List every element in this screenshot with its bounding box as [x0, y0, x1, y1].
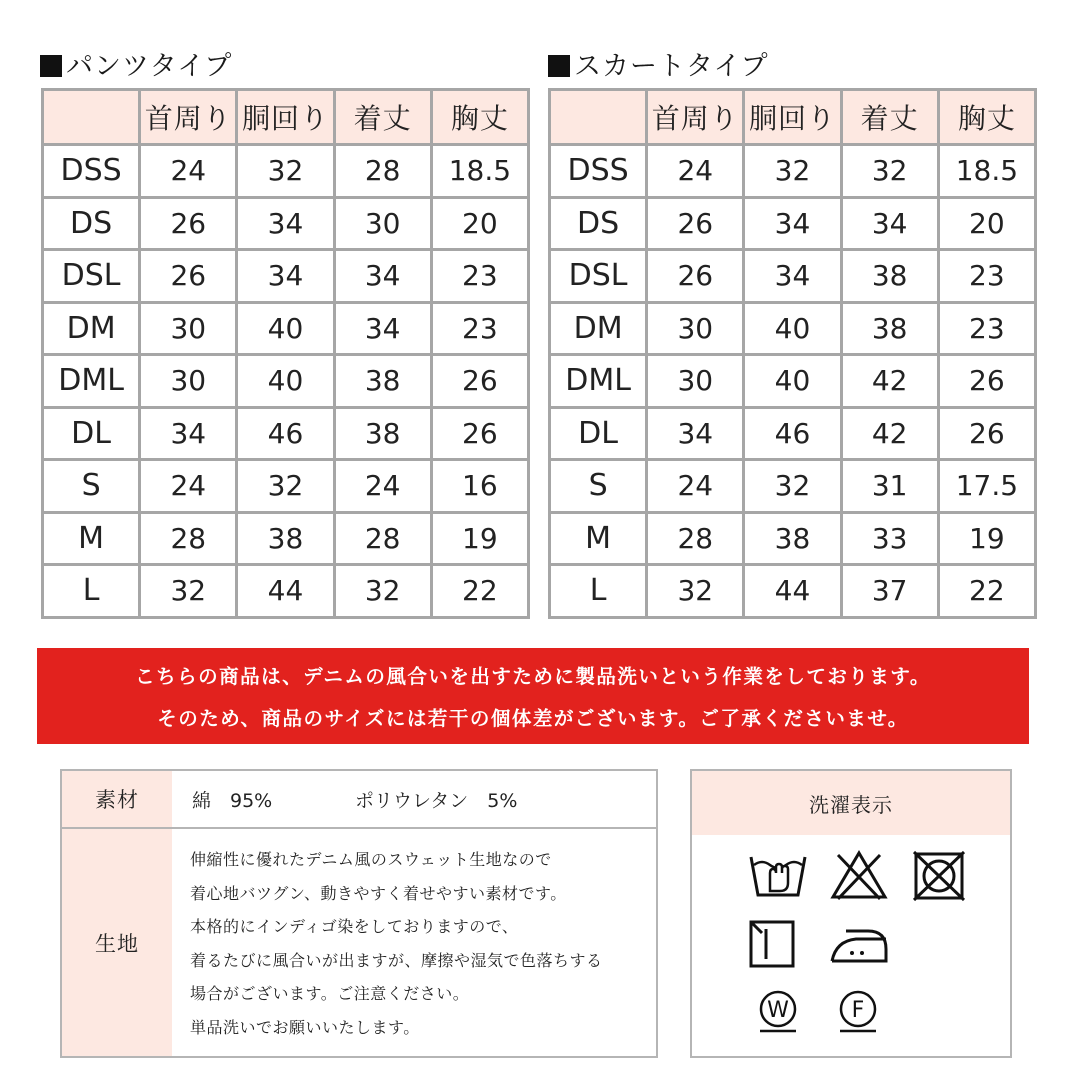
column-header: 首周り — [141, 91, 238, 146]
fabric-line: 本格的にインディゴ染をしておりますので、 — [190, 917, 519, 936]
measurement-cell: 46 — [238, 409, 335, 462]
dry-clean-f-icon — [836, 989, 880, 1033]
size-label: DML — [551, 356, 648, 409]
measurement-cell: 40 — [745, 356, 842, 409]
table-row — [44, 514, 527, 567]
size-label: L — [44, 566, 141, 616]
measurement-cell: 42 — [843, 409, 940, 462]
measurement-cell: 34 — [745, 199, 842, 252]
size-label: DM — [551, 304, 648, 357]
dry-clean-letter: F — [851, 998, 865, 1023]
measurement-cell: 34 — [238, 251, 335, 304]
measurement-cell: 40 — [238, 304, 335, 357]
size-label: L — [551, 566, 648, 616]
measurement-cell: 30 — [141, 304, 238, 357]
size-label: DS — [551, 199, 648, 252]
measurement-cell: 19 — [433, 514, 527, 567]
size-label: DL — [44, 409, 141, 462]
measurement-cell: 40 — [238, 356, 335, 409]
table-row — [551, 514, 1034, 567]
size-label: S — [551, 461, 648, 514]
measurement-cell: 23 — [433, 251, 527, 304]
measurement-cell: 32 — [336, 566, 433, 616]
measurement-cell: 24 — [141, 146, 238, 199]
measurement-cell: 24 — [141, 461, 238, 514]
measurement-cell: 34 — [745, 251, 842, 304]
measurement-cell: 30 — [648, 304, 745, 357]
notice-line-1: こちらの商品は、デニムの風合いを出すために製品洗いという作業をしております。 — [135, 665, 931, 688]
measurement-cell: 20 — [940, 199, 1034, 252]
column-header: 胴回り — [745, 91, 842, 146]
table-row — [551, 304, 1034, 357]
measurement-cell: 28 — [336, 514, 433, 567]
table-row — [551, 146, 1034, 199]
table-row — [44, 461, 527, 514]
care-label-box — [690, 769, 1012, 1058]
measurement-cell: 22 — [940, 566, 1034, 616]
table-row — [551, 356, 1034, 409]
measurement-cell: 38 — [843, 251, 940, 304]
fabric-line: 伸縮性に優れたデニム風のスウェット生地なので — [190, 850, 552, 869]
material-label: 素材 — [62, 771, 172, 827]
column-header: 着丈 — [336, 91, 433, 146]
hand-wash-icon — [748, 851, 808, 899]
skirt-section-title: スカートタイプ — [548, 44, 769, 83]
measurement-cell: 26 — [141, 251, 238, 304]
table-row — [44, 566, 527, 616]
size-label: M — [551, 514, 648, 567]
table-row — [44, 199, 527, 252]
measurement-cell: 26 — [433, 409, 527, 462]
measurement-cell: 42 — [843, 356, 940, 409]
measurement-cell: 38 — [336, 356, 433, 409]
skirt-size-table — [548, 88, 1037, 619]
measurement-cell: 32 — [141, 566, 238, 616]
table-row — [44, 409, 527, 462]
table-row — [551, 199, 1034, 252]
material-cotton: 綿 95% — [192, 789, 273, 812]
measurement-cell: 34 — [336, 251, 433, 304]
fabric-row — [62, 829, 656, 1056]
measurement-cell: 38 — [843, 304, 940, 357]
measurement-cell: 16 — [433, 461, 527, 514]
column-header: 胴回り — [238, 91, 335, 146]
column-header: 胸丈 — [940, 91, 1034, 146]
header-corner — [44, 91, 141, 146]
measurement-cell: 46 — [745, 409, 842, 462]
fabric-label: 生地 — [62, 829, 172, 1056]
size-label: DSS — [44, 146, 141, 199]
column-header: 胸丈 — [433, 91, 527, 146]
care-title: 洗濯表示 — [692, 771, 1010, 835]
measurement-cell: 31 — [843, 461, 940, 514]
material-polyurethane: ポリウレタン 5% — [355, 789, 518, 812]
fabric-line: 場合がございます。ご注意ください。 — [190, 984, 470, 1003]
fabric-line: 着るたびに風合いが出ますが、摩擦や湿気で色落ちする — [190, 950, 603, 970]
wet-clean-icon — [756, 989, 800, 1033]
fabric-line: 着心地バツグン、動きやすく着せやすい素材です。 — [190, 883, 567, 903]
measurement-cell: 34 — [238, 199, 335, 252]
measurement-cell: 37 — [843, 566, 940, 616]
measurement-cell: 32 — [745, 146, 842, 199]
measurement-cell: 32 — [745, 461, 842, 514]
table-header-row — [44, 91, 527, 146]
size-label: DS — [44, 199, 141, 252]
measurement-cell: 26 — [648, 199, 745, 252]
table-row — [44, 356, 527, 409]
pants-size-table — [41, 88, 530, 619]
measurement-cell: 32 — [843, 146, 940, 199]
pants-section-title: パンツタイプ — [40, 44, 232, 83]
measurement-cell: 19 — [940, 514, 1034, 567]
measurement-cell: 38 — [336, 409, 433, 462]
table-row — [44, 251, 527, 304]
size-label: S — [44, 461, 141, 514]
measurement-cell: 38 — [238, 514, 335, 567]
measurement-cell: 38 — [745, 514, 842, 567]
measurement-cell: 34 — [648, 409, 745, 462]
measurement-cell: 32 — [648, 566, 745, 616]
measurement-cell: 26 — [141, 199, 238, 252]
size-label: DL — [551, 409, 648, 462]
measurement-cell: 20 — [433, 199, 527, 252]
line-dry-shade-icon — [748, 919, 796, 969]
material-info-box — [60, 769, 658, 1058]
wet-clean-letter: W — [767, 998, 789, 1023]
table-header-row — [551, 91, 1034, 146]
table-row — [44, 304, 527, 357]
measurement-cell: 23 — [940, 304, 1034, 357]
table-row — [551, 251, 1034, 304]
material-row — [62, 771, 656, 829]
measurement-cell: 24 — [648, 461, 745, 514]
measurement-cell: 34 — [141, 409, 238, 462]
measurement-cell: 30 — [336, 199, 433, 252]
measurement-cell: 23 — [940, 251, 1034, 304]
measurement-cell: 32 — [238, 461, 335, 514]
square-bullet-icon — [548, 55, 570, 77]
size-label: DML — [44, 356, 141, 409]
no-bleach-icon — [830, 849, 888, 901]
table-row — [551, 566, 1034, 616]
measurement-cell: 28 — [336, 146, 433, 199]
table-row — [551, 409, 1034, 462]
size-label: DM — [44, 304, 141, 357]
measurement-cell: 24 — [648, 146, 745, 199]
notice-line-2: そのため、商品のサイズには若干の個体差がございます。ご了承くださいませ。 — [157, 707, 909, 730]
measurement-cell: 44 — [745, 566, 842, 616]
measurement-cell: 22 — [433, 566, 527, 616]
table-row — [44, 146, 527, 199]
measurement-cell: 24 — [336, 461, 433, 514]
measurement-cell: 17.5 — [940, 461, 1034, 514]
measurement-cell: 28 — [648, 514, 745, 567]
measurement-cell: 32 — [238, 146, 335, 199]
measurement-cell: 44 — [238, 566, 335, 616]
measurement-cell: 34 — [336, 304, 433, 357]
table-row — [551, 461, 1034, 514]
iron-medium-icon — [828, 923, 890, 967]
fabric-line: 単品洗いでお願いいたします。 — [190, 1017, 420, 1037]
size-label: DSL — [551, 251, 648, 304]
measurement-cell: 26 — [433, 356, 527, 409]
measurement-cell: 18.5 — [940, 146, 1034, 199]
fabric-description — [190, 843, 603, 1044]
size-label: M — [44, 514, 141, 567]
notice-banner — [37, 648, 1029, 744]
measurement-cell: 34 — [843, 199, 940, 252]
size-label: DSL — [44, 251, 141, 304]
header-corner — [551, 91, 648, 146]
size-label: DSS — [551, 146, 648, 199]
column-header: 首周り — [648, 91, 745, 146]
no-tumble-dry-icon — [911, 849, 967, 903]
column-header: 着丈 — [843, 91, 940, 146]
measurement-cell: 30 — [648, 356, 745, 409]
measurement-cell: 23 — [433, 304, 527, 357]
square-bullet-icon — [40, 55, 62, 77]
measurement-cell: 30 — [141, 356, 238, 409]
measurement-cell: 28 — [141, 514, 238, 567]
measurement-cell: 18.5 — [433, 146, 527, 199]
measurement-cell: 26 — [940, 409, 1034, 462]
measurement-cell: 26 — [648, 251, 745, 304]
measurement-cell: 40 — [745, 304, 842, 357]
measurement-cell: 33 — [843, 514, 940, 567]
measurement-cell: 26 — [940, 356, 1034, 409]
